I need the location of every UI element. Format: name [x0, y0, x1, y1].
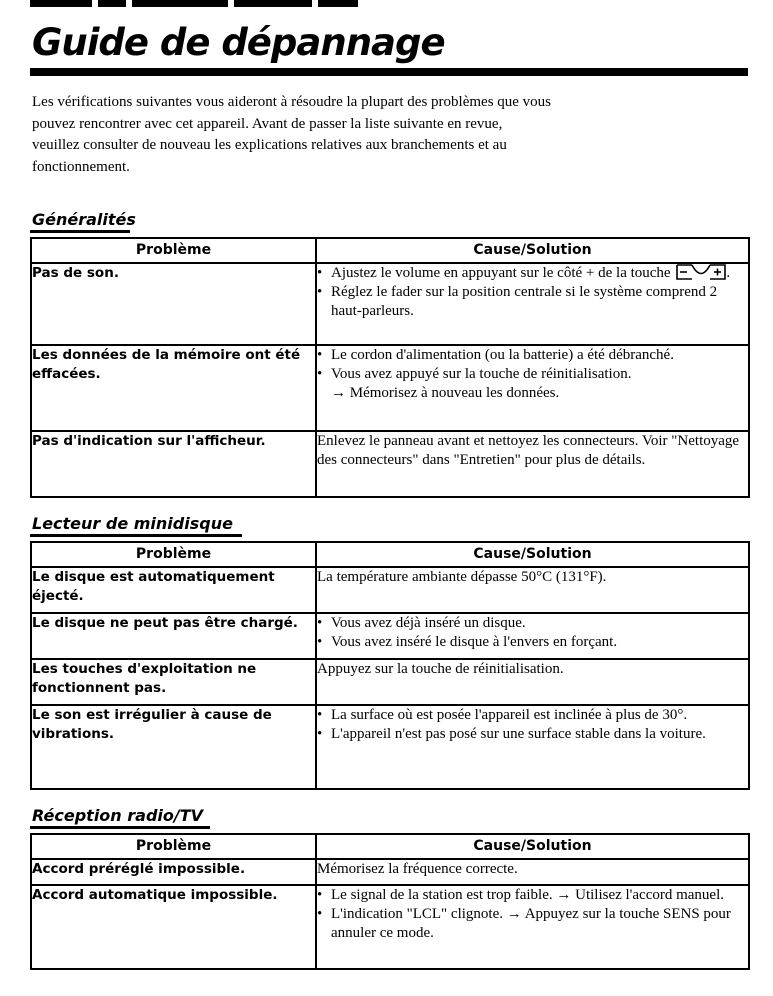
- solution-item: • Vous avez déjà inséré un disque.: [317, 614, 748, 633]
- solution-cell: [316, 705, 749, 789]
- page-title: Guide de dépannage: [32, 21, 445, 64]
- table-row: [31, 263, 749, 345]
- column-header-solution: Cause/Solution: [316, 238, 749, 263]
- solution-item: • Vous avez inséré le disque à l'envers en forçant.: [317, 633, 748, 652]
- troubleshooting-table-general: [30, 237, 750, 498]
- column-header-solution: Cause/Solution: [316, 542, 749, 567]
- solution-cell: Mémorisez la fréquence correcte.: [316, 859, 749, 885]
- solution-cell: [316, 263, 749, 345]
- section-heading-md-player: Lecteur de minidisque: [32, 514, 233, 533]
- problem-cell: Pas d'indication sur l'afficheur.: [31, 431, 316, 497]
- table-row: [31, 567, 749, 613]
- solution-item: • Vous avez appuyé sur la touche de réinitialisation. → Mémorisez à nouveau les données.: [317, 365, 748, 403]
- problem-cell: Les données de la mémoire ont été effacées.: [31, 345, 316, 431]
- problem-cell: Accord automatique impossible.: [31, 885, 316, 969]
- solution-item: • La surface où est posée l'appareil est inclinée à plus de 30°.: [317, 706, 748, 725]
- solution-item: • Réglez le fader sur la position centrale si le système comprend 2 haut-parleurs.: [317, 283, 748, 321]
- section-rule: [30, 826, 210, 829]
- solution-cell: Enlevez le panneau avant et nettoyez les connecteurs. Voir "Nettoyage des connecteurs" dans "Entretien" pour plus de détails.: [316, 431, 749, 497]
- table-row: [31, 659, 749, 705]
- problem-cell: Accord préréglé impossible.: [31, 859, 316, 885]
- column-header-problem: Problème: [31, 542, 316, 567]
- table-row: [31, 705, 749, 789]
- problem-cell: Pas de son.: [31, 263, 316, 345]
- solution-item: • Le signal de la station est trop faible. → Utilisez l'accord manuel.: [317, 886, 748, 905]
- title-rule: [30, 68, 748, 76]
- problem-cell: Le son est irrégulier à cause de vibrations.: [31, 705, 316, 789]
- solution-item: • Le cordon d'alimentation (ou la batterie) a été débranché.: [317, 346, 748, 365]
- table-row: [31, 859, 749, 885]
- column-header-problem: Problème: [31, 238, 316, 263]
- section-heading-general: Généralités: [32, 210, 136, 229]
- solution-cell: [316, 885, 749, 969]
- solution-cell: [316, 613, 749, 659]
- solution-item: • L'appareil n'est pas posé sur une surface stable dans la voiture.: [317, 725, 748, 744]
- column-header-problem: Problème: [31, 834, 316, 859]
- table-row: [31, 885, 749, 969]
- table-header-row: [31, 834, 749, 859]
- troubleshooting-table-radio-tv: [30, 833, 750, 970]
- solution-cell: [316, 345, 749, 431]
- solution-cell: La température ambiante dépasse 50°C (131°F).: [316, 567, 749, 613]
- top-cropped-text: [30, 0, 390, 7]
- table-header-row: [31, 238, 749, 263]
- section-rule: [30, 534, 242, 537]
- arrow-icon: →: [331, 385, 346, 401]
- problem-cell: Le disque ne peut pas être chargé.: [31, 613, 316, 659]
- intro-paragraph: Les vérifications suivantes vous aideront à résoudre la plupart des problèmes que vous pouvez rencontrer avec cet appareil. Avant de passer la liste suivante en revue, veuillez consulter de nouveau les explications relatives aux branchements et au fonctionnement.: [32, 94, 552, 175]
- solution-item: • Ajustez le volume en appuyant sur le côté + de la touche .: [317, 264, 748, 283]
- table-header-row: [31, 542, 749, 567]
- table-row: [31, 431, 749, 497]
- solution-cell: Appuyez sur la touche de réinitialisation.: [316, 659, 749, 705]
- section-rule: [30, 230, 130, 233]
- table-row: [31, 613, 749, 659]
- arrow-icon: →: [556, 887, 572, 903]
- solution-item: • L'indication "LCL" clignote. → Appuyez sur la touche SENS pour annuler ce mode.: [317, 905, 748, 943]
- column-header-solution: Cause/Solution: [316, 834, 749, 859]
- table-row: [31, 345, 749, 431]
- problem-cell: Les touches d'exploitation ne fonctionnent pas.: [31, 659, 316, 705]
- volume-key-icon: [676, 264, 726, 280]
- arrow-icon: →: [506, 906, 522, 922]
- troubleshooting-table-md-player: [30, 541, 750, 790]
- problem-cell: Le disque est automatiquement éjecté.: [31, 567, 316, 613]
- section-heading-radio-tv: Réception radio/TV: [32, 806, 204, 825]
